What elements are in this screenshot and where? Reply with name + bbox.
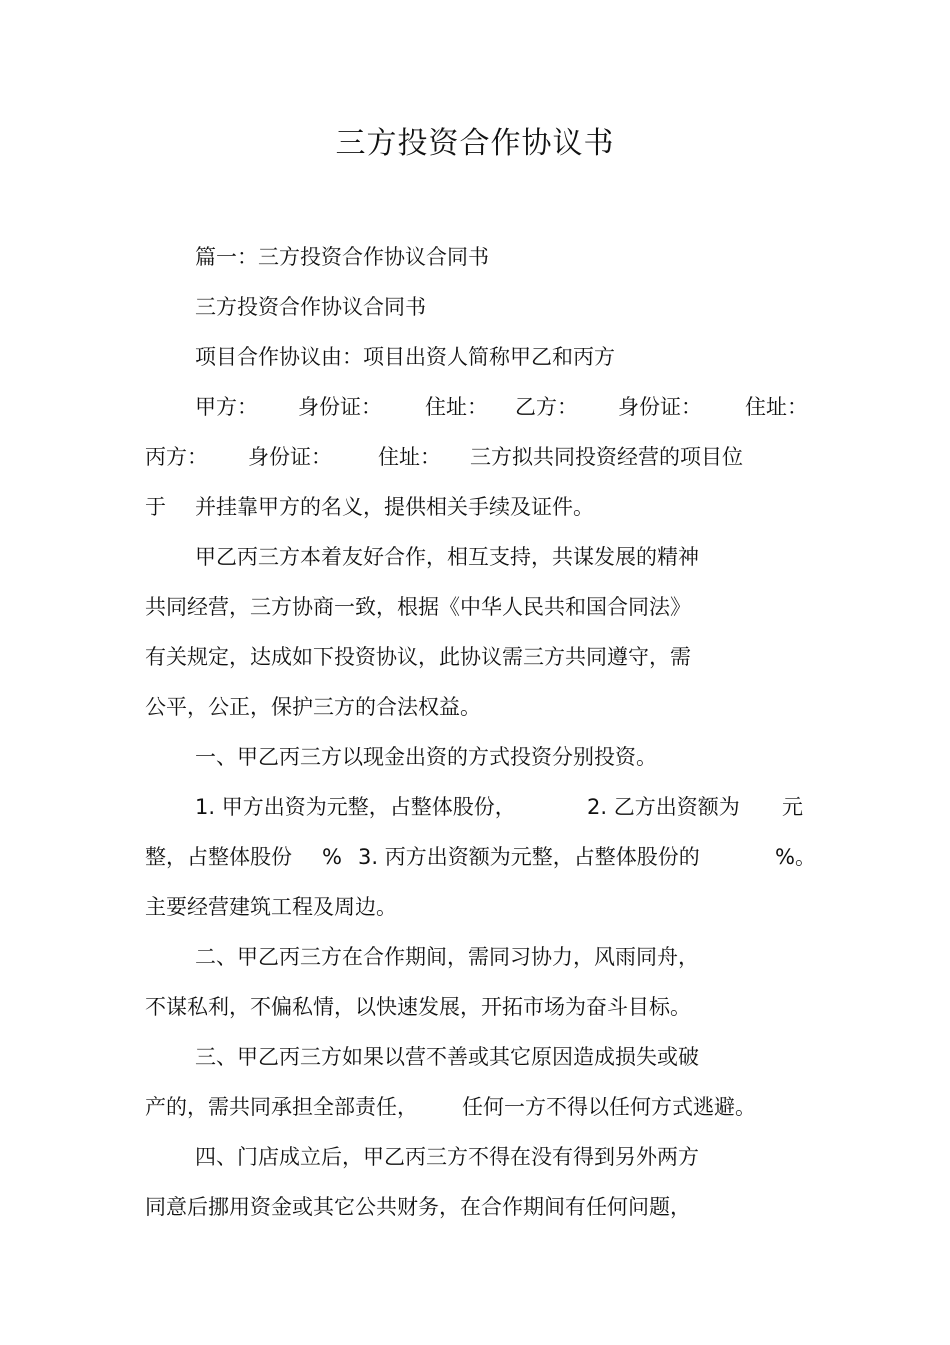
project-location-text: 三方拟共同投资经营的项目位 — [470, 445, 743, 469]
party-c-label: 丙方： — [145, 445, 208, 469]
party-b-id-label: 身份证： — [618, 395, 702, 419]
party-a-label: 甲方： — [195, 395, 258, 419]
unit-yuan: 元 — [782, 795, 803, 819]
party-c-percent: %。 — [775, 845, 816, 869]
clause-1: 一、甲乙丙三方以现金出资的方式投资分别投资。 — [195, 745, 657, 769]
party-b-share: 整，占整体股份 — [145, 845, 292, 869]
clause-2-line-2: 不谋私利，不偏私情，以快速发展，开拓市场为奋斗目标。 — [145, 995, 691, 1019]
para1-line-2: 共同经营，三方协商一致，根据《中华人民共和国合同法》 — [145, 595, 691, 619]
intro-line: 项目合作协议由：项目出资人简称甲乙和丙方 — [195, 345, 615, 369]
clause-4-line-2: 同意后挪用资金或其它公共财务，在合作期间有任何问题， — [145, 1195, 691, 1219]
clause-4-line-1: 四、门店成立后，甲乙丙三方不得在没有得到另外两方 — [195, 1145, 699, 1169]
affiliation-text: 并挂靠甲方的名义，提供相关手续及证件。 — [195, 495, 594, 519]
section-heading: 篇一：三方投资合作协议合同书 — [195, 245, 489, 269]
party-c-address-label: 住址： — [378, 445, 441, 469]
party-b-percent: % — [322, 845, 342, 869]
clause-2-line-1: 二、甲乙丙三方在合作期间，需同习协力，风雨同舟， — [195, 945, 699, 969]
party-a-id-label: 身份证： — [298, 395, 382, 419]
party-c-contribution: 3. 丙方出资额为元整，占整体股份的 — [358, 845, 700, 869]
para1-line-3: 有关规定，达成如下投资协议，此协议需三方共同遵守，需 — [145, 645, 691, 669]
party-a-contribution: 1. 甲方出资为元整，占整体股份， — [195, 795, 516, 819]
clause-3-responsibility: 产的，需共同承担全部责任， — [145, 1095, 418, 1119]
document-title: 三方投资合作协议书 — [335, 126, 615, 161]
party-b-label: 乙方： — [515, 395, 578, 419]
para1-line-1: 甲乙丙三方本着友好合作，相互支持，共谋发展的精神 — [195, 545, 699, 569]
clause-1-business: 主要经营建筑工程及周边。 — [145, 895, 397, 919]
clause-3-no-evasion: 任何一方不得以任何方式逃避。 — [462, 1095, 756, 1119]
location-yu: 于 — [145, 495, 166, 519]
party-b-contribution: 2. 乙方出资额为 — [587, 795, 740, 819]
party-c-id-label: 身份证： — [248, 445, 332, 469]
clause-3-line-1: 三、甲乙丙三方如果以营不善或其它原因造成损失或破 — [195, 1045, 699, 1069]
party-b-address-label: 住址： — [745, 395, 808, 419]
section-subheading: 三方投资合作协议合同书 — [195, 295, 426, 319]
party-a-address-label: 住址： — [425, 395, 488, 419]
para1-line-4: 公平，公正，保护三方的合法权益。 — [145, 695, 481, 719]
